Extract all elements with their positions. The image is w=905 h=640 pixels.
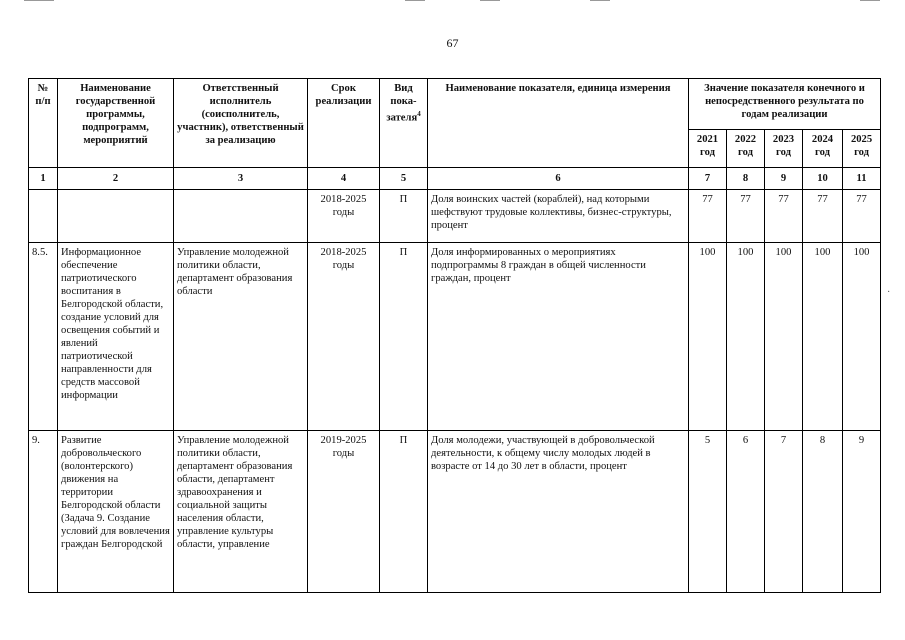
column-number: 4	[308, 168, 380, 190]
row-program-name	[58, 190, 174, 243]
row-value: 100	[843, 243, 881, 431]
page-number: 67	[446, 36, 459, 50]
row-period: 2019-2025 годы	[308, 431, 380, 593]
row-indicator-type: П	[380, 243, 428, 431]
row-indicator-name: Доля информированных о мероприятиях подпрограммы 8 граждан в общей численности граждан, процент	[428, 243, 689, 431]
row-value: 77	[689, 190, 727, 243]
row-value: 100	[727, 243, 765, 431]
row-value: 77	[843, 190, 881, 243]
row-value: 6	[727, 431, 765, 593]
row-value: 100	[765, 243, 803, 431]
margin-mark: ·	[887, 287, 891, 298]
header-indicator-type-label: Вид пока-зателя	[386, 83, 418, 124]
row-value: 100	[689, 243, 727, 431]
indicator-table	[28, 78, 881, 593]
header-year: 2024 год	[803, 130, 843, 168]
header-indicator-name: Наименование показателя, единица измерения	[428, 79, 689, 168]
column-number: 9	[765, 168, 803, 190]
row-number: 9.	[29, 431, 58, 593]
row-number: 8.5.	[29, 243, 58, 431]
header-number: № п/п	[29, 79, 58, 168]
table-row	[29, 243, 881, 431]
header-year: 2023 год	[765, 130, 803, 168]
row-indicator-type: П	[380, 431, 428, 593]
column-number: 11	[843, 168, 881, 190]
row-executor: Управление молодежной политики области, департамент образования области	[174, 243, 308, 431]
row-value: 77	[765, 190, 803, 243]
column-number: 10	[803, 168, 843, 190]
header-year: 2025 год	[843, 130, 881, 168]
column-number: 6	[428, 168, 689, 190]
header-year: 2022 год	[727, 130, 765, 168]
table-row	[29, 190, 881, 243]
row-number	[29, 190, 58, 243]
header-footnote-mark: 4	[417, 110, 421, 118]
row-program-name: Развитие добровольческого (волонтерского) движения на территории Белгородской области (Задача 9. Создание условий для вовлечения граждан Белгородской	[58, 431, 174, 593]
column-number: 1	[29, 168, 58, 190]
column-number: 2	[58, 168, 174, 190]
row-program-name: Информационное обеспечение патриотического воспитания в Белгородской области, создание условий для освещения событий и явлений патриотической направленности для средств массовой информации	[58, 243, 174, 431]
row-value: 5	[689, 431, 727, 593]
row-indicator-name: Доля воинских частей (кораблей), над которыми шефствуют трудовые коллективы, бизнес-структуры, процент	[428, 190, 689, 243]
row-value: 77	[803, 190, 843, 243]
row-period: 2018-2025 годы	[308, 243, 380, 431]
row-executor: Управление молодежной политики области, департамент образования области, департамент здравоохранения и социальной защиты населения области, управление культуры области, управление	[174, 431, 308, 593]
row-value: 77	[727, 190, 765, 243]
header-program-name: Наименование государственной программы, подпрограмм, мероприятий	[58, 79, 174, 168]
row-indicator-type: П	[380, 190, 428, 243]
header-indicator-type	[380, 79, 428, 168]
header-executor: Ответственный исполнитель (соисполнитель, участник), ответственный за реализацию	[174, 79, 308, 168]
row-value: 100	[803, 243, 843, 431]
column-number: 8	[727, 168, 765, 190]
header-period: Срок реализации	[308, 79, 380, 168]
row-value: 8	[803, 431, 843, 593]
table-row	[29, 431, 881, 593]
row-value: 9	[843, 431, 881, 593]
column-number: 3	[174, 168, 308, 190]
column-number: 7	[689, 168, 727, 190]
header-values-group: Значение показателя конечного и непосредственного результата по годам реализации	[689, 79, 881, 130]
row-indicator-name: Доля молодежи, участвующей в добровольческой деятельности, к общему числу молодых людей в возрасте от 14 до 30 лет в области, процент	[428, 431, 689, 593]
row-value: 7	[765, 431, 803, 593]
header-year: 2021 год	[689, 130, 727, 168]
row-executor	[174, 190, 308, 243]
column-number: 5	[380, 168, 428, 190]
row-period: 2018-2025 годы	[308, 190, 380, 243]
